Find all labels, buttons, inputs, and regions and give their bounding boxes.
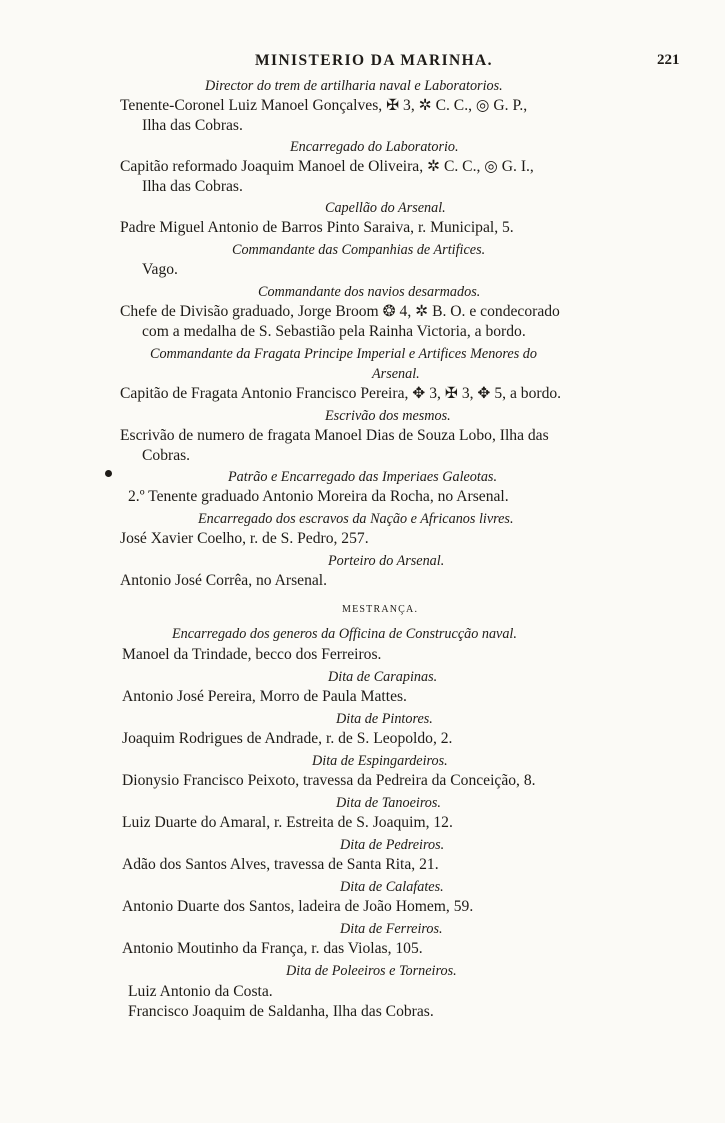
entry-line: Antonio José Pereira, Morro de Paula Mattes.: [122, 688, 407, 705]
entry-line: Padre Miguel Antonio de Barros Pinto Saraiva, r. Municipal, 5.: [120, 219, 514, 236]
section-heading: Director do trem de artilharia naval e Laboratorios.: [205, 78, 503, 94]
entry-line: José Xavier Coelho, r. de S. Pedro, 257.: [120, 530, 369, 547]
section-heading: Encarregado do Laboratorio.: [290, 139, 459, 155]
entry-line: Adão dos Santos Alves, travessa de Santa Rita, 21.: [122, 856, 439, 873]
section-heading: Dita de Calafates.: [340, 879, 444, 895]
section-heading: Dita de Carapinas.: [328, 669, 438, 685]
entry-line: Luiz Antonio da Costa.: [128, 983, 273, 1000]
entry-line: Cobras.: [142, 447, 191, 464]
entry-line: Capitão reformado Joaquim Manoel de Oliveira, ✲ C. C., ◎ G. I.,: [120, 158, 534, 175]
entry-line: Chefe de Divisão graduado, Jorge Broom ❂ 4, ✲ B. O. e condecorado: [120, 303, 560, 320]
section-heading: Commandante da Fragata Principe Imperial e Artifices Menores do: [150, 346, 537, 362]
entry-line: Francisco Joaquim de Saldanha, Ilha das Cobras.: [128, 1003, 434, 1020]
entry-line: Tenente-Coronel Luiz Manoel Gonçalves, ✠ 3, ✲ C. C., ◎ G. P.,: [120, 97, 528, 114]
entry-line: com a medalha de S. Sebastião pela Rainha Victoria, a bordo.: [142, 323, 526, 340]
entry-line: Manoel da Trindade, becco dos Ferreiros.: [122, 646, 382, 663]
entry-line: Antonio José Corrêa, no Arsenal.: [120, 572, 328, 589]
entry-line: Escrivão de numero de fragata Manoel Dias de Souza Lobo, Ilha das: [120, 427, 549, 444]
section-heading: Patrão e Encarregado das Imperiaes Galeotas.: [228, 469, 498, 485]
entry-line: Ilha das Cobras.: [142, 178, 243, 195]
entry-line: Ilha das Cobras.: [142, 117, 243, 134]
entry-line: 2.º Tenente graduado Antonio Moreira da Rocha, no Arsenal.: [128, 488, 509, 505]
running-title: MINISTERIO DA MARINHA.: [255, 52, 493, 69]
section-heading: Dita de Tanoeiros.: [336, 795, 441, 811]
entry-line: Vago.: [142, 261, 178, 278]
section-heading: Dita de Ferreiros.: [340, 921, 443, 937]
section-heading: Encarregado dos escravos da Nação e Africanos livres.: [198, 511, 514, 527]
entry-line: Joaquim Rodrigues de Andrade, r. de S. Leopoldo, 2.: [122, 730, 453, 747]
margin-bullet-mark: [105, 470, 112, 477]
page-header: [0, 52, 725, 78]
entry-line: Antonio Moutinho da França, r. das Violas, 105.: [122, 940, 423, 957]
section-heading: Dita de Pedreiros.: [340, 837, 445, 853]
section-title: MESTRANÇA.: [342, 604, 419, 615]
section-heading: Dita de Poleeiros e Torneiros.: [286, 963, 457, 979]
section-heading: Escrivão dos mesmos.: [325, 408, 451, 424]
entry-line: Capitão de Fragata Antonio Francisco Pereira, ✥ 3, ✠ 3, ✥ 5, a bordo.: [120, 385, 562, 402]
entry-line: Antonio Duarte dos Santos, ladeira de João Homem, 59.: [122, 898, 474, 915]
section-heading: Dita de Pintores.: [336, 711, 433, 727]
entry-line: Luiz Duarte do Amaral, r. Estreita de S. Joaquim, 12.: [122, 814, 453, 831]
section-heading: Encarregado dos generos da Officina de Construcção naval.: [172, 626, 517, 642]
section-heading: Commandante das Companhias de Artifices.: [232, 242, 486, 258]
section-heading: Arsenal.: [372, 366, 420, 382]
section-heading: Porteiro do Arsenal.: [328, 553, 445, 569]
entry-line: Dionysio Francisco Peixoto, travessa da Pedreira da Conceição, 8.: [122, 772, 536, 789]
page-number: 221: [657, 52, 680, 68]
section-heading: Commandante dos navios desarmados.: [258, 284, 481, 300]
section-heading: Dita de Espingardeiros.: [312, 753, 448, 769]
section-heading: Capellão do Arsenal.: [325, 200, 446, 216]
